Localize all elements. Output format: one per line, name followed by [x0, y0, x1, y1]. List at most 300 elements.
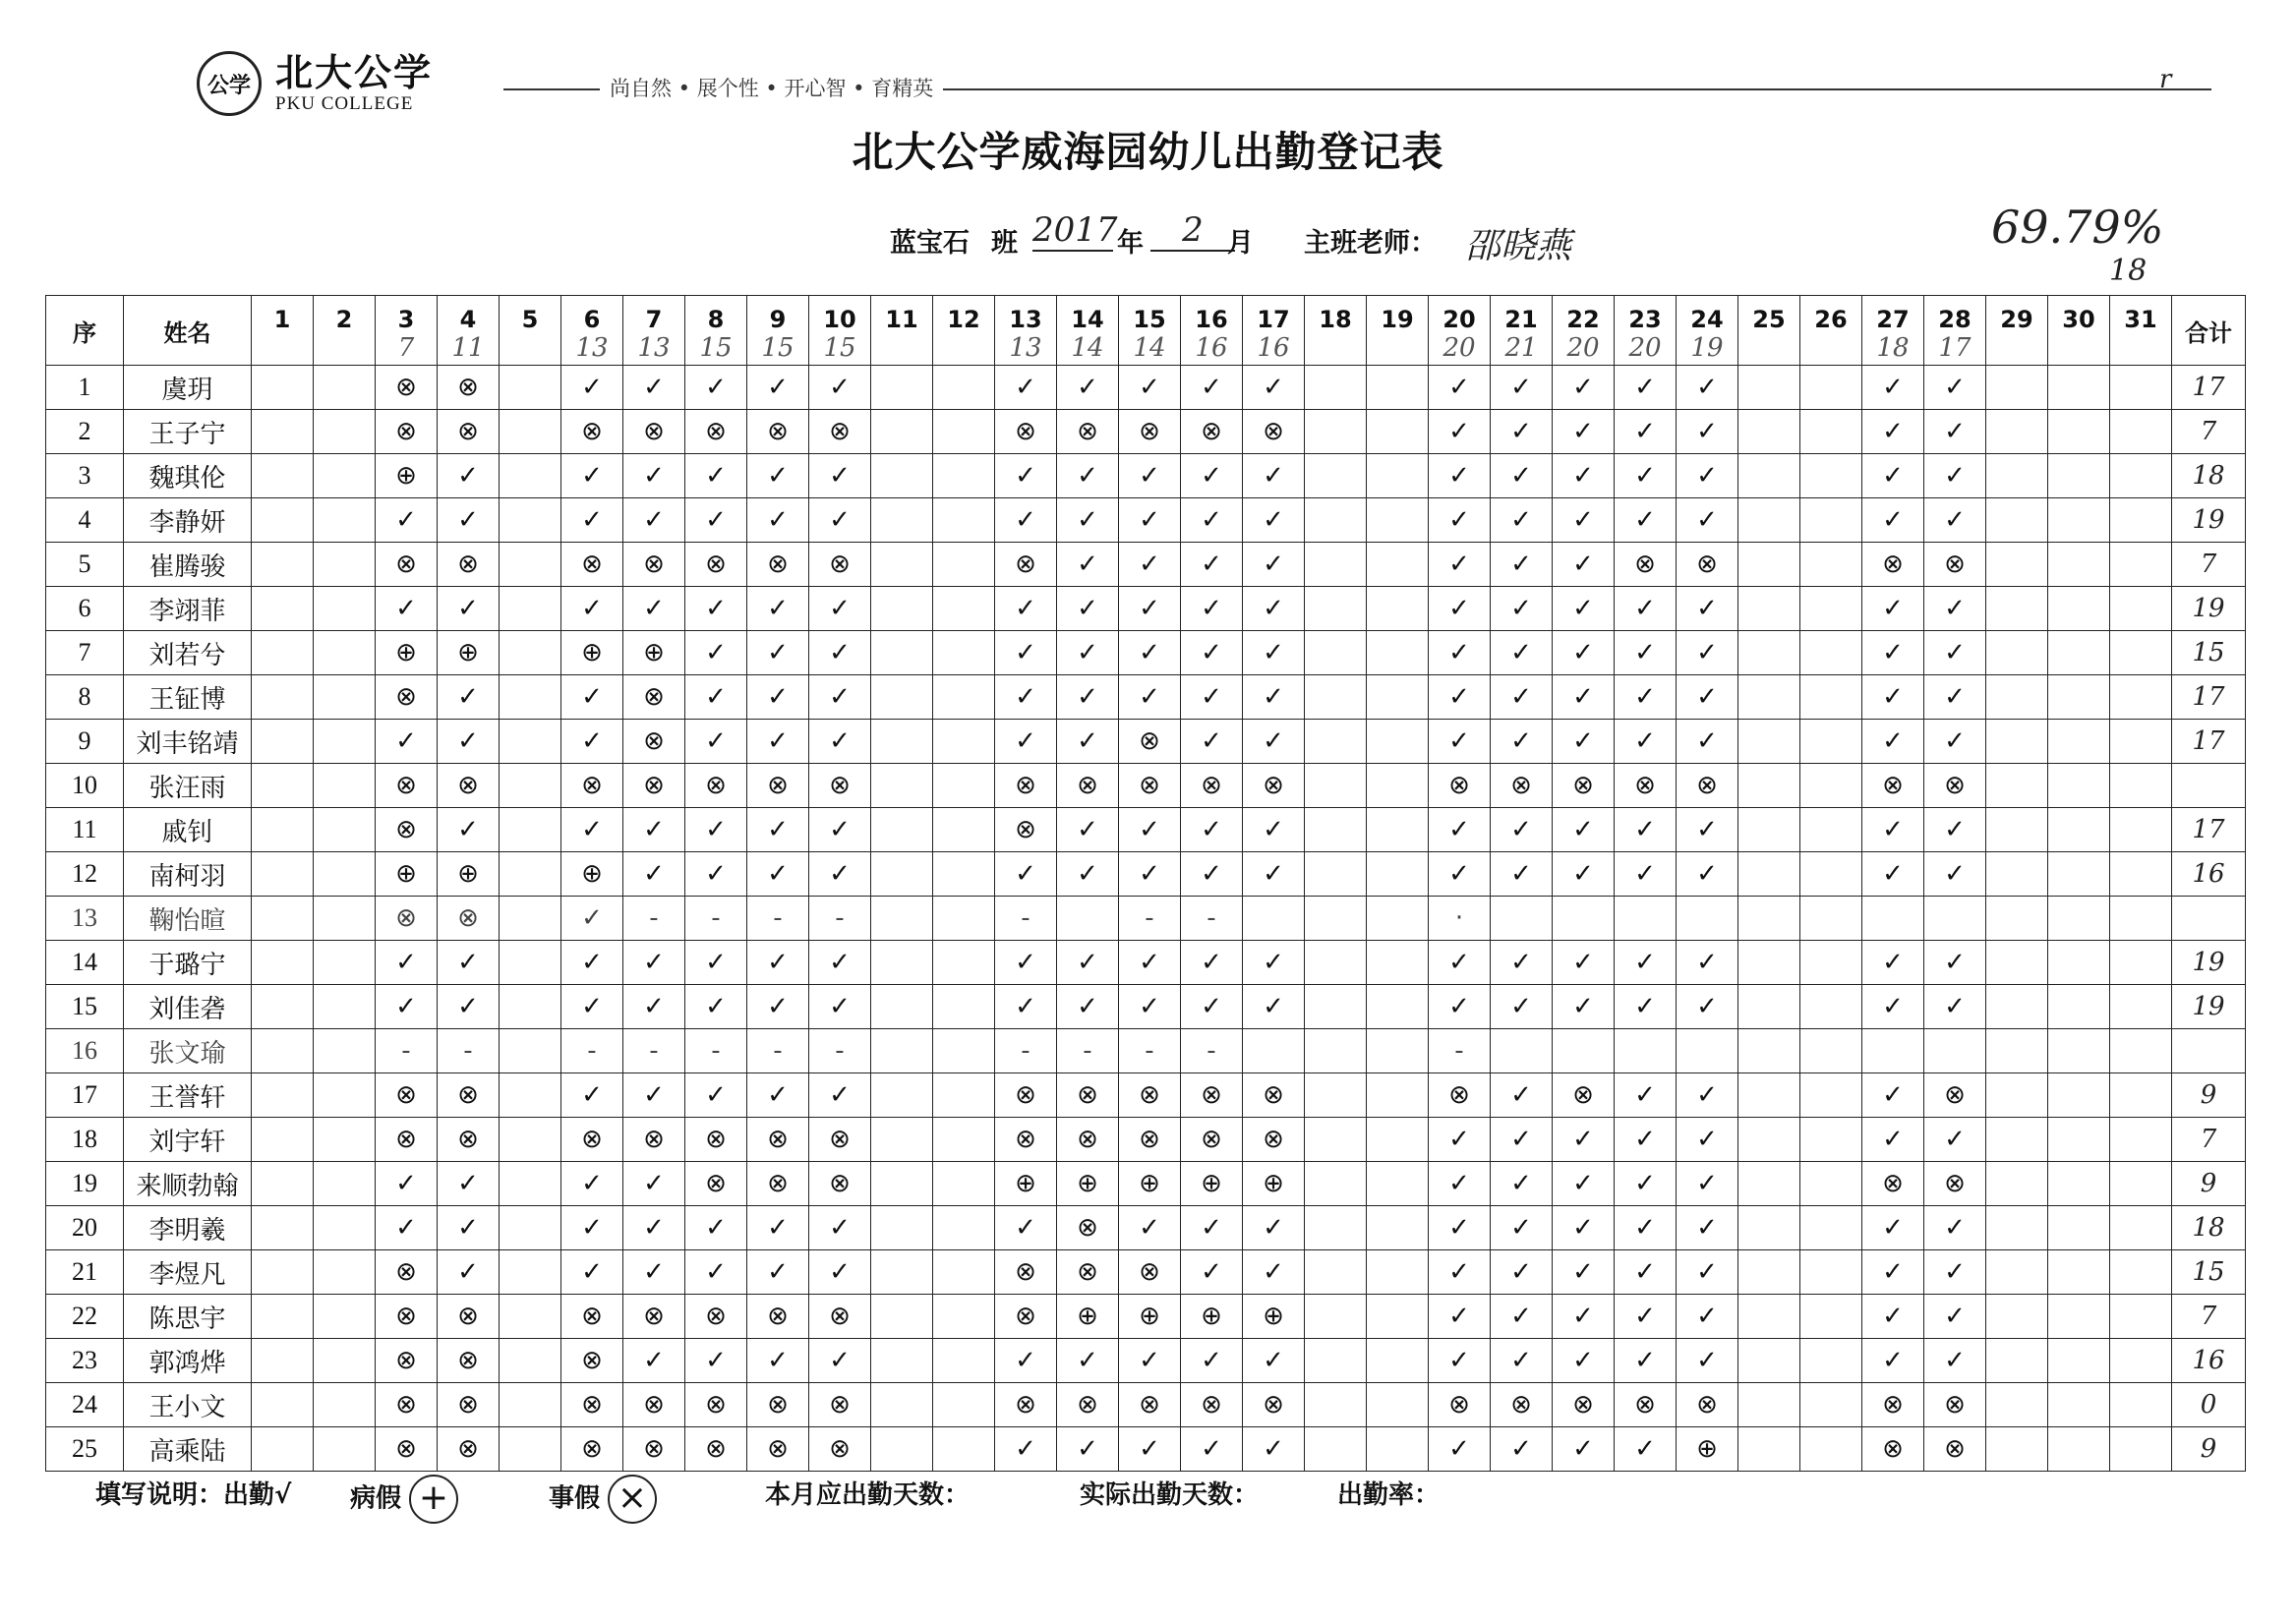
table-row — [46, 1029, 2246, 1073]
attendance-mark — [1738, 1295, 1800, 1339]
attendance-mark: ✓ — [995, 631, 1057, 675]
attendance-mark — [1367, 852, 1429, 897]
day-number: 9 — [769, 306, 787, 333]
row-total: 17 — [2172, 808, 2246, 852]
attendance-mark: ✓ — [376, 1206, 438, 1250]
child-name: 刘若兮 — [124, 631, 252, 675]
attendance-mark — [933, 1206, 995, 1250]
legend-sick-label: 病假 — [350, 1483, 402, 1514]
day-present-count: 16 — [1195, 333, 1228, 363]
attendance-mark — [1986, 985, 2048, 1029]
attendance-mark: ✓ — [1553, 498, 1615, 543]
attendance-mark — [1305, 366, 1367, 410]
attendance-mark: ⊗ — [376, 1073, 438, 1118]
attendance-mark — [1367, 675, 1429, 720]
attendance-mark: ⊕ — [438, 631, 500, 675]
attendance-mark: ✓ — [1615, 1162, 1677, 1206]
attendance-mark: ✓ — [809, 1073, 871, 1118]
attendance-mark — [500, 985, 561, 1029]
attendance-mark: ✓ — [747, 1339, 809, 1383]
attendance-mark — [1305, 410, 1367, 454]
attendance-mark: ✓ — [1924, 410, 1986, 454]
attendance-mark — [314, 1029, 376, 1073]
attendance-mark: ✓ — [1429, 410, 1491, 454]
attendance-mark — [871, 454, 933, 498]
day-number: 16 — [1195, 306, 1228, 333]
attendance-mark: ⊗ — [623, 1118, 685, 1162]
attendance-mark: ✓ — [1243, 1427, 1305, 1472]
attendance-mark — [2110, 410, 2172, 454]
attendance-mark: ✓ — [1181, 941, 1243, 985]
attendance-mark: ✓ — [376, 720, 438, 764]
attendance-mark: ✓ — [1243, 941, 1305, 985]
attendance-mark — [2110, 366, 2172, 410]
attendance-mark: ✓ — [1862, 1295, 1924, 1339]
attendance-mark: ✓ — [1429, 675, 1491, 720]
attendance-mark — [500, 764, 561, 808]
attendance-mark — [933, 631, 995, 675]
attendance-mark — [1491, 1029, 1553, 1073]
attendance-mark — [500, 366, 561, 410]
attendance-mark: ✓ — [1243, 675, 1305, 720]
table-header-row — [46, 296, 2246, 366]
attendance-mark: - — [995, 897, 1057, 941]
attendance-mark: ✓ — [1677, 941, 1738, 985]
attendance-mark: ✓ — [1429, 1339, 1491, 1383]
attendance-mark: ✓ — [1615, 808, 1677, 852]
attendance-mark: ✓ — [1924, 1118, 1986, 1162]
attendance-mark: ✓ — [1677, 587, 1738, 631]
teacher-label: 主班老师： — [1304, 228, 1437, 259]
day-present-count: 13 — [1009, 333, 1042, 363]
attendance-mark: ✓ — [1243, 454, 1305, 498]
attendance-mark: ⊗ — [809, 1383, 871, 1427]
attendance-mark — [1367, 1339, 1429, 1383]
attendance-mark — [1800, 631, 1862, 675]
table-row — [46, 366, 2246, 410]
attendance-mark — [2048, 941, 2110, 985]
attendance-mark — [1367, 764, 1429, 808]
attendance-mark: ⊗ — [1057, 764, 1119, 808]
attendance-mark: ✓ — [1119, 1206, 1181, 1250]
attendance-mark — [1738, 941, 1800, 985]
table-row — [46, 1206, 2246, 1250]
child-name: 张文瑜 — [124, 1029, 252, 1073]
attendance-mark — [1367, 1162, 1429, 1206]
row-seq: 23 — [46, 1339, 124, 1383]
header-day-2 — [314, 296, 376, 366]
attendance-mark — [933, 1118, 995, 1162]
attendance-mark — [1738, 852, 1800, 897]
attendance-mark: ✓ — [1491, 1118, 1553, 1162]
attendance-mark: ✓ — [1429, 808, 1491, 852]
attendance-mark: ⊗ — [438, 897, 500, 941]
attendance-mark: ✓ — [1057, 1427, 1119, 1472]
attendance-mark — [1800, 1427, 1862, 1472]
attendance-mark: ✓ — [376, 498, 438, 543]
attendance-mark — [2048, 1162, 2110, 1206]
attendance-mark: ✓ — [1924, 454, 1986, 498]
attendance-mark — [500, 1162, 561, 1206]
attendance-mark — [252, 941, 314, 985]
attendance-mark: ⊗ — [1057, 1250, 1119, 1295]
attendance-mark: ✓ — [1491, 941, 1553, 985]
attendance-mark: ✓ — [1491, 808, 1553, 852]
attendance-mark — [314, 985, 376, 1029]
attendance-mark: ✓ — [1862, 720, 1924, 764]
attendance-mark — [500, 1383, 561, 1427]
attendance-mark — [1986, 498, 2048, 543]
attendance-mark: · — [1429, 897, 1491, 941]
attendance-mark: ⊗ — [809, 1162, 871, 1206]
attendance-mark: ✓ — [995, 1339, 1057, 1383]
attendance-mark: ⊗ — [1119, 1118, 1181, 1162]
attendance-mark: ⊗ — [809, 764, 871, 808]
attendance-mark — [1305, 543, 1367, 587]
attendance-mark: ⊗ — [623, 543, 685, 587]
attendance-mark: ✓ — [1429, 587, 1491, 631]
attendance-mark: ⊗ — [438, 1383, 500, 1427]
attendance-mark: ⊕ — [1181, 1162, 1243, 1206]
table-row — [46, 941, 2246, 985]
attendance-mark: ✓ — [1924, 366, 1986, 410]
attendance-mark — [1305, 1162, 1367, 1206]
attendance-mark — [2110, 1073, 2172, 1118]
attendance-mark — [2048, 720, 2110, 764]
attendance-mark: ⊕ — [376, 631, 438, 675]
header-day-21 — [1491, 296, 1553, 366]
attendance-mark — [2110, 498, 2172, 543]
legend-personal — [549, 1475, 657, 1524]
attendance-mark — [871, 1339, 933, 1383]
attendance-mark — [1986, 543, 2048, 587]
row-seq: 22 — [46, 1295, 124, 1339]
attendance-mark — [871, 587, 933, 631]
attendance-mark: ✓ — [809, 631, 871, 675]
attendance-mark: ✓ — [1243, 631, 1305, 675]
day-present-count: 14 — [1071, 333, 1104, 363]
attendance-mark: ⊕ — [1677, 1427, 1738, 1472]
attendance-mark: ⊗ — [995, 410, 1057, 454]
attendance-mark: ⊕ — [1181, 1295, 1243, 1339]
table-body — [46, 366, 2246, 1472]
attendance-mark: ✓ — [561, 1162, 623, 1206]
attendance-mark: ✓ — [1615, 631, 1677, 675]
attendance-mark: ✓ — [1243, 1250, 1305, 1295]
attendance-mark: - — [809, 897, 871, 941]
attendance-mark — [252, 1118, 314, 1162]
attendance-mark — [1738, 543, 1800, 587]
attendance-mark: ⊗ — [809, 410, 871, 454]
month-value: 2 — [1150, 210, 1235, 252]
attendance-mark: ✓ — [1677, 1073, 1738, 1118]
attendance-mark — [1367, 1206, 1429, 1250]
table-row — [46, 1295, 2246, 1339]
attendance-mark: ✓ — [1057, 720, 1119, 764]
attendance-mark: - — [685, 1029, 747, 1073]
attendance-mark: ✓ — [1924, 1206, 1986, 1250]
attendance-mark — [1800, 720, 1862, 764]
attendance-mark: ⊗ — [747, 410, 809, 454]
logo-seal-icon: 公学 — [197, 51, 262, 116]
attendance-mark: ⊗ — [685, 1162, 747, 1206]
attendance-mark: - — [1057, 1029, 1119, 1073]
attendance-mark: ✓ — [1862, 1073, 1924, 1118]
attendance-mark: ✓ — [1491, 852, 1553, 897]
row-total: 17 — [2172, 366, 2246, 410]
attendance-mark — [2048, 985, 2110, 1029]
attendance-mark — [314, 410, 376, 454]
attendance-mark — [1367, 1029, 1429, 1073]
attendance-mark: ⊗ — [623, 1427, 685, 1472]
attendance-mark: ✓ — [1862, 1118, 1924, 1162]
attendance-mark: ⊗ — [809, 1118, 871, 1162]
day-number: 5 — [521, 306, 539, 333]
attendance-mark: ⊗ — [995, 1073, 1057, 1118]
row-total: 7 — [2172, 410, 2246, 454]
attendance-mark: ✓ — [747, 985, 809, 1029]
attendance-mark — [933, 985, 995, 1029]
attendance-mark — [252, 366, 314, 410]
attendance-mark: - — [561, 1029, 623, 1073]
table-row — [46, 897, 2246, 941]
attendance-mark — [1800, 498, 1862, 543]
attendance-mark — [871, 1250, 933, 1295]
row-seq: 17 — [46, 1073, 124, 1118]
attendance-mark — [1491, 897, 1553, 941]
attendance-mark — [252, 897, 314, 941]
attendance-mark — [1738, 675, 1800, 720]
header-day-10 — [809, 296, 871, 366]
attendance-mark: ⊕ — [376, 852, 438, 897]
attendance-mark — [871, 1118, 933, 1162]
attendance-mark: ✓ — [438, 1162, 500, 1206]
attendance-mark — [1862, 1029, 1924, 1073]
attendance-mark: - — [747, 897, 809, 941]
row-seq: 2 — [46, 410, 124, 454]
attendance-mark: ⊗ — [995, 1250, 1057, 1295]
attendance-mark: ✓ — [1553, 1339, 1615, 1383]
attendance-mark — [314, 631, 376, 675]
attendance-mark: ⊗ — [995, 543, 1057, 587]
attendance-mark: ⊗ — [1924, 543, 1986, 587]
child-name: 刘佳砻 — [124, 985, 252, 1029]
row-total: 9 — [2172, 1073, 2246, 1118]
table-row — [46, 1073, 2246, 1118]
row-total — [2172, 1029, 2246, 1073]
attendance-mark: ⊗ — [1924, 1427, 1986, 1472]
row-seq: 1 — [46, 366, 124, 410]
attendance-mark — [1677, 897, 1738, 941]
attendance-mark: ✓ — [623, 808, 685, 852]
attendance-mark: ⊗ — [685, 1118, 747, 1162]
row-total: 15 — [2172, 1250, 2246, 1295]
attendance-mark: ⊗ — [1119, 1383, 1181, 1427]
attendance-mark — [1738, 897, 1800, 941]
attendance-mark — [314, 675, 376, 720]
attendance-mark: ⊗ — [1615, 543, 1677, 587]
attendance-mark: ⊗ — [1119, 720, 1181, 764]
attendance-mark — [1367, 543, 1429, 587]
attendance-mark — [500, 1029, 561, 1073]
row-total: 19 — [2172, 941, 2246, 985]
personal-leave-icon: × — [608, 1475, 657, 1524]
attendance-mark — [252, 675, 314, 720]
attendance-mark — [933, 1295, 995, 1339]
header-day-30 — [2048, 296, 2110, 366]
attendance-mark: ✓ — [809, 1250, 871, 1295]
child-name: 王小文 — [124, 1383, 252, 1427]
attendance-mark: ⊗ — [1057, 1073, 1119, 1118]
attendance-mark: ✓ — [1553, 410, 1615, 454]
attendance-mark: ⊗ — [1862, 764, 1924, 808]
attendance-mark: ✓ — [1057, 808, 1119, 852]
attendance-mark — [871, 1162, 933, 1206]
header-day-7 — [623, 296, 685, 366]
day-present-count: 18 — [1876, 333, 1910, 363]
attendance-mark: ✓ — [995, 852, 1057, 897]
attendance-mark — [871, 720, 933, 764]
attendance-mark: - — [1181, 1029, 1243, 1073]
attendance-mark — [933, 498, 995, 543]
attendance-mark — [314, 1118, 376, 1162]
attendance-mark: ⊗ — [623, 1295, 685, 1339]
attendance-mark: - — [623, 897, 685, 941]
attendance-mark — [2048, 852, 2110, 897]
attendance-mark: ✓ — [1615, 675, 1677, 720]
teacher-name: 邵晓燕 — [1465, 226, 1572, 266]
attendance-mark — [1305, 454, 1367, 498]
attendance-mark — [314, 366, 376, 410]
table-row — [46, 1339, 2246, 1383]
attendance-mark: ✓ — [1677, 675, 1738, 720]
attendance-mark: ✓ — [1553, 941, 1615, 985]
attendance-mark: - — [1119, 1029, 1181, 1073]
attendance-mark — [2110, 1427, 2172, 1472]
attendance-mark: ✓ — [623, 587, 685, 631]
attendance-mark: ✓ — [1491, 1295, 1553, 1339]
attendance-mark — [1862, 897, 1924, 941]
attendance-mark — [1305, 1073, 1367, 1118]
attendance-mark: ✓ — [685, 985, 747, 1029]
attendance-mark: ✓ — [623, 366, 685, 410]
attendance-mark — [1800, 1073, 1862, 1118]
attendance-mark — [1305, 587, 1367, 631]
attendance-mark: ⊕ — [1119, 1295, 1181, 1339]
day-number: 30 — [2062, 306, 2095, 333]
row-seq: 12 — [46, 852, 124, 897]
attendance-mark: ✓ — [1181, 631, 1243, 675]
legend-actual-days: 实际出勤天数： — [1080, 1480, 1260, 1510]
attendance-mark: ✓ — [1243, 587, 1305, 631]
attendance-mark: ⊗ — [1181, 410, 1243, 454]
attendance-mark — [1800, 587, 1862, 631]
day-number: 11 — [885, 306, 918, 333]
attendance-mark: ✓ — [1677, 1118, 1738, 1162]
attendance-mark — [252, 1162, 314, 1206]
attendance-mark: ⊗ — [809, 1427, 871, 1472]
attendance-mark — [1924, 897, 1986, 941]
attendance-mark: ✓ — [995, 941, 1057, 985]
table-row — [46, 720, 2246, 764]
attendance-mark: ✓ — [685, 498, 747, 543]
attendance-mark — [2048, 897, 2110, 941]
written-rate: 69.79% — [1991, 201, 2164, 254]
row-total: 17 — [2172, 675, 2246, 720]
attendance-mark: ✓ — [1615, 1339, 1677, 1383]
attendance-mark: ⊗ — [1615, 764, 1677, 808]
attendance-mark: ⊗ — [1677, 764, 1738, 808]
attendance-mark — [1738, 764, 1800, 808]
attendance-mark — [1367, 410, 1429, 454]
attendance-mark: ✓ — [1491, 985, 1553, 1029]
attendance-mark: ✓ — [1429, 543, 1491, 587]
attendance-mark — [314, 1206, 376, 1250]
header-day-4 — [438, 296, 500, 366]
attendance-mark: ✓ — [1119, 941, 1181, 985]
attendance-mark: ✓ — [1429, 1427, 1491, 1472]
child-name: 虞玥 — [124, 366, 252, 410]
table-row — [46, 498, 2246, 543]
attendance-mark — [2110, 631, 2172, 675]
attendance-mark: ✓ — [1429, 720, 1491, 764]
attendance-mark: ✓ — [1677, 410, 1738, 454]
attendance-mark — [2048, 587, 2110, 631]
attendance-mark — [1924, 1029, 1986, 1073]
attendance-mark — [252, 1383, 314, 1427]
attendance-mark: ⊗ — [1181, 1073, 1243, 1118]
attendance-mark: ✓ — [1677, 1339, 1738, 1383]
attendance-mark — [2110, 1118, 2172, 1162]
day-present-count: 20 — [1442, 333, 1476, 363]
attendance-mark: - — [623, 1029, 685, 1073]
attendance-mark — [1986, 1073, 2048, 1118]
attendance-mark: ✓ — [1924, 941, 1986, 985]
attendance-mark — [314, 1427, 376, 1472]
attendance-mark: ✓ — [1924, 852, 1986, 897]
legend-expected-days: 本月应出勤天数： — [765, 1480, 971, 1510]
attendance-mark: ✓ — [623, 941, 685, 985]
row-total: 19 — [2172, 587, 2246, 631]
attendance-mark: ✓ — [438, 1250, 500, 1295]
row-total: 16 — [2172, 852, 2246, 897]
header-day-8 — [685, 296, 747, 366]
attendance-mark: ✓ — [438, 941, 500, 985]
attendance-mark — [2110, 675, 2172, 720]
header-day-28 — [1924, 296, 1986, 366]
attendance-mark — [1986, 454, 2048, 498]
attendance-mark: ✓ — [1491, 410, 1553, 454]
child-name: 李静妍 — [124, 498, 252, 543]
attendance-mark — [1305, 1427, 1367, 1472]
attendance-mark — [1800, 675, 1862, 720]
attendance-mark — [871, 1073, 933, 1118]
attendance-mark: ✓ — [623, 1073, 685, 1118]
year-value: 2017 — [1032, 210, 1118, 250]
attendance-mark: ⊗ — [995, 764, 1057, 808]
attendance-mark: ✓ — [1491, 1250, 1553, 1295]
attendance-mark — [1615, 1029, 1677, 1073]
attendance-mark — [2110, 1206, 2172, 1250]
row-seq: 16 — [46, 1029, 124, 1073]
attendance-mark — [2110, 1162, 2172, 1206]
attendance-mark: ✓ — [438, 720, 500, 764]
attendance-mark — [1367, 498, 1429, 543]
attendance-mark: ✓ — [1615, 454, 1677, 498]
attendance-mark — [1738, 1250, 1800, 1295]
attendance-mark — [252, 1073, 314, 1118]
attendance-mark: ✓ — [1615, 587, 1677, 631]
